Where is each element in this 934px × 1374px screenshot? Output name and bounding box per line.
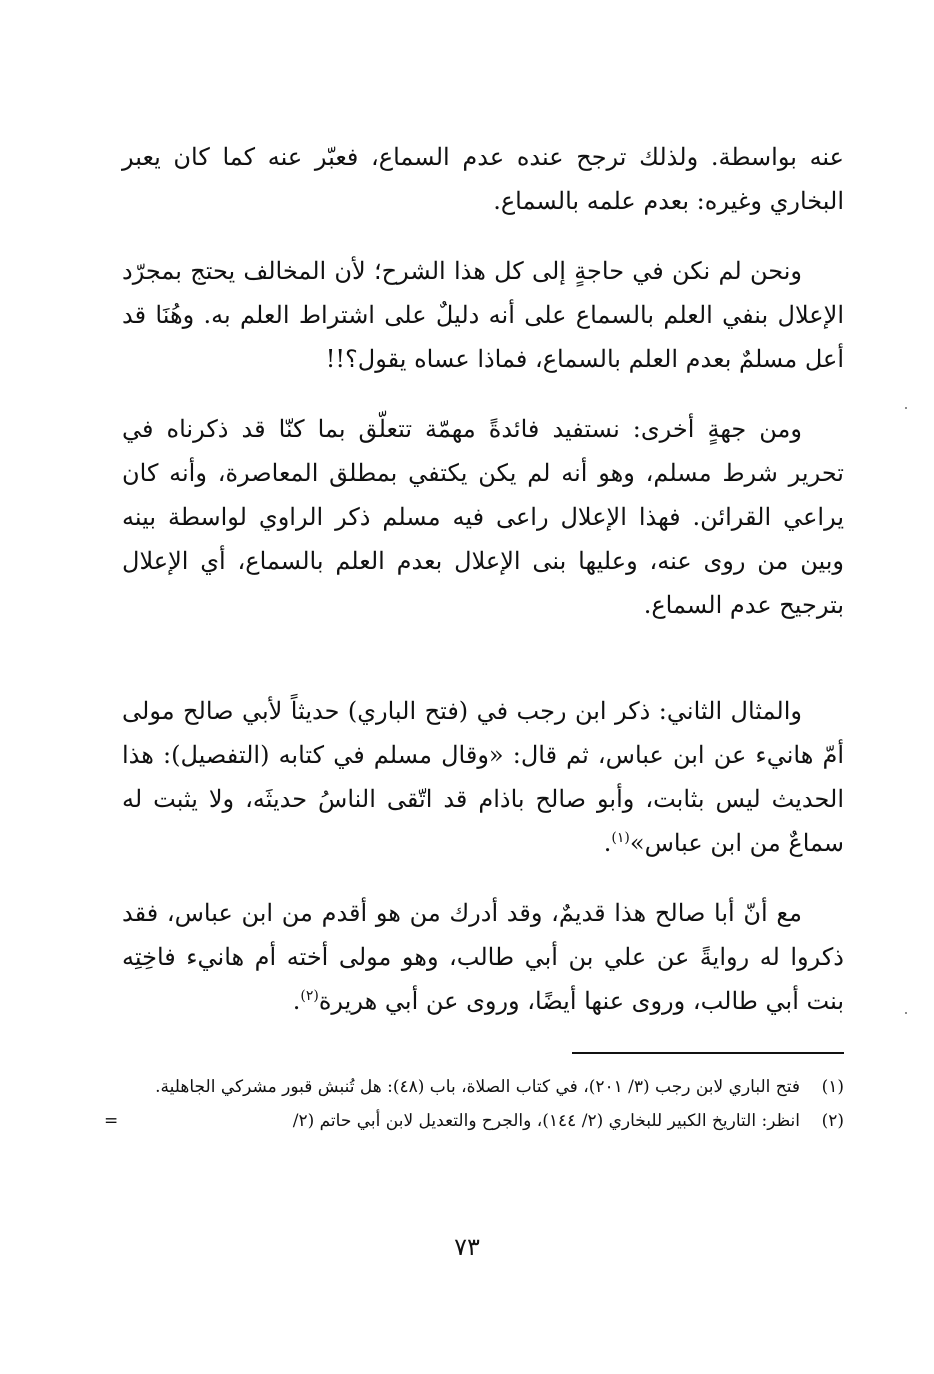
paragraph-spacer: [122, 865, 844, 891]
footnote-1-text: فتح الباري لابن رجب (٣/ ٢٠١)، في كتاب الصلاة، باب (٤٨): هل تُنبش قبور مشركي الجاهلية.: [155, 1077, 800, 1097]
paragraph-spacer: [122, 223, 844, 249]
footnote-ref-2[interactable]: (٢): [300, 988, 319, 1004]
footnote-ref-1[interactable]: (١): [611, 830, 630, 846]
paragraph-4-tail: .: [603, 829, 612, 857]
paragraph-5: [122, 891, 844, 1023]
paragraph-3: [122, 407, 844, 627]
footnote-2: [104, 1104, 844, 1138]
paragraph-5-tail: .: [292, 987, 301, 1015]
scan-speck: [905, 1012, 907, 1014]
paragraph-1: [122, 135, 844, 223]
paragraph-2-text: ونحن لم نكن في حاجةٍ إلى كل هذا الشرح؛ لأن المخالف يحتج بمجرّد الإعلال بنفي العلم بالسماع على أنه دليلٌ على اشتراط العلم به. وهُنَا قد أعل مسلمٌ بعدم العلم بالسماع، فماذا عساه يقول؟!!: [122, 257, 844, 373]
page-number: ٧٣: [454, 1233, 480, 1261]
paragraph-3-text: ومن جهةٍ أخرى: نستفيد فائدةً مهمّة تتعلّق بما كنّا قد ذكرناه في تحرير شرط مسلم، وهو أنه لم يكن يكتفي بمطلق المعاصرة، وأنه كان يراعي القرائن. فهذا الإعلال راعى فيه مسلم ذكر الراوي لواسطة بينه وبين من روى عنه، وعليها بنى الإعلال بعدم العلم بالسماع، أي الإعلال بترجيح عدم السماع.: [122, 415, 845, 619]
footnote-2-number: (٢): [821, 1111, 844, 1131]
paragraph-1-text: عنه بواسطة. ولذلك ترجح عنده عدم السماع، فعبّر عنه كما كان يعبر البخاري وغيره: بعدم علمه بالسماع.: [122, 143, 844, 215]
footnotes: [104, 1070, 844, 1138]
scan-speck: [905, 407, 907, 409]
main-text: [122, 135, 844, 1023]
section-spacer: [122, 627, 844, 689]
footnote-2-continuation-mark: =: [104, 1111, 119, 1131]
paragraph-4: [122, 689, 844, 865]
footnote-1: [122, 1070, 844, 1104]
footnote-separator: [572, 1052, 844, 1054]
footnote-2-text: انظر: التاريخ الكبير للبخاري (٢/ ١٤٤)، والجرح والتعديل لابن أبي حاتم (٢/: [292, 1111, 800, 1131]
paragraph-spacer: [122, 381, 844, 407]
paragraph-4-text: والمثال الثاني: ذكر ابن رجب في (فتح الباري) حديثاً لأبي صالح مولى أمّ هانيء عن ابن عباس، ثم قال: «وقال مسلم في كتابه (التفصيل): هذا الحديث ليس بثابت، وأبو صالح باذام قد اتّقى الناسُ حديثَه، ولا يثبت له سماعٌ من ابن عباس»: [122, 697, 844, 857]
paragraph-5-text: مع أنّ أبا صالح هذا قديمٌ، وقد أدرك من هو أقدم من ابن عباس، فقد ذكروا له روايةً عن علي بن أبي طالب، وهو مولى أخته أم هانيء فاخِتِه بنت أبي طالب، وروى عنها أيضًا، وروى عن أبي هريرة: [122, 899, 844, 1015]
paragraph-2: [122, 249, 844, 381]
footnote-1-number: (١): [821, 1077, 844, 1097]
